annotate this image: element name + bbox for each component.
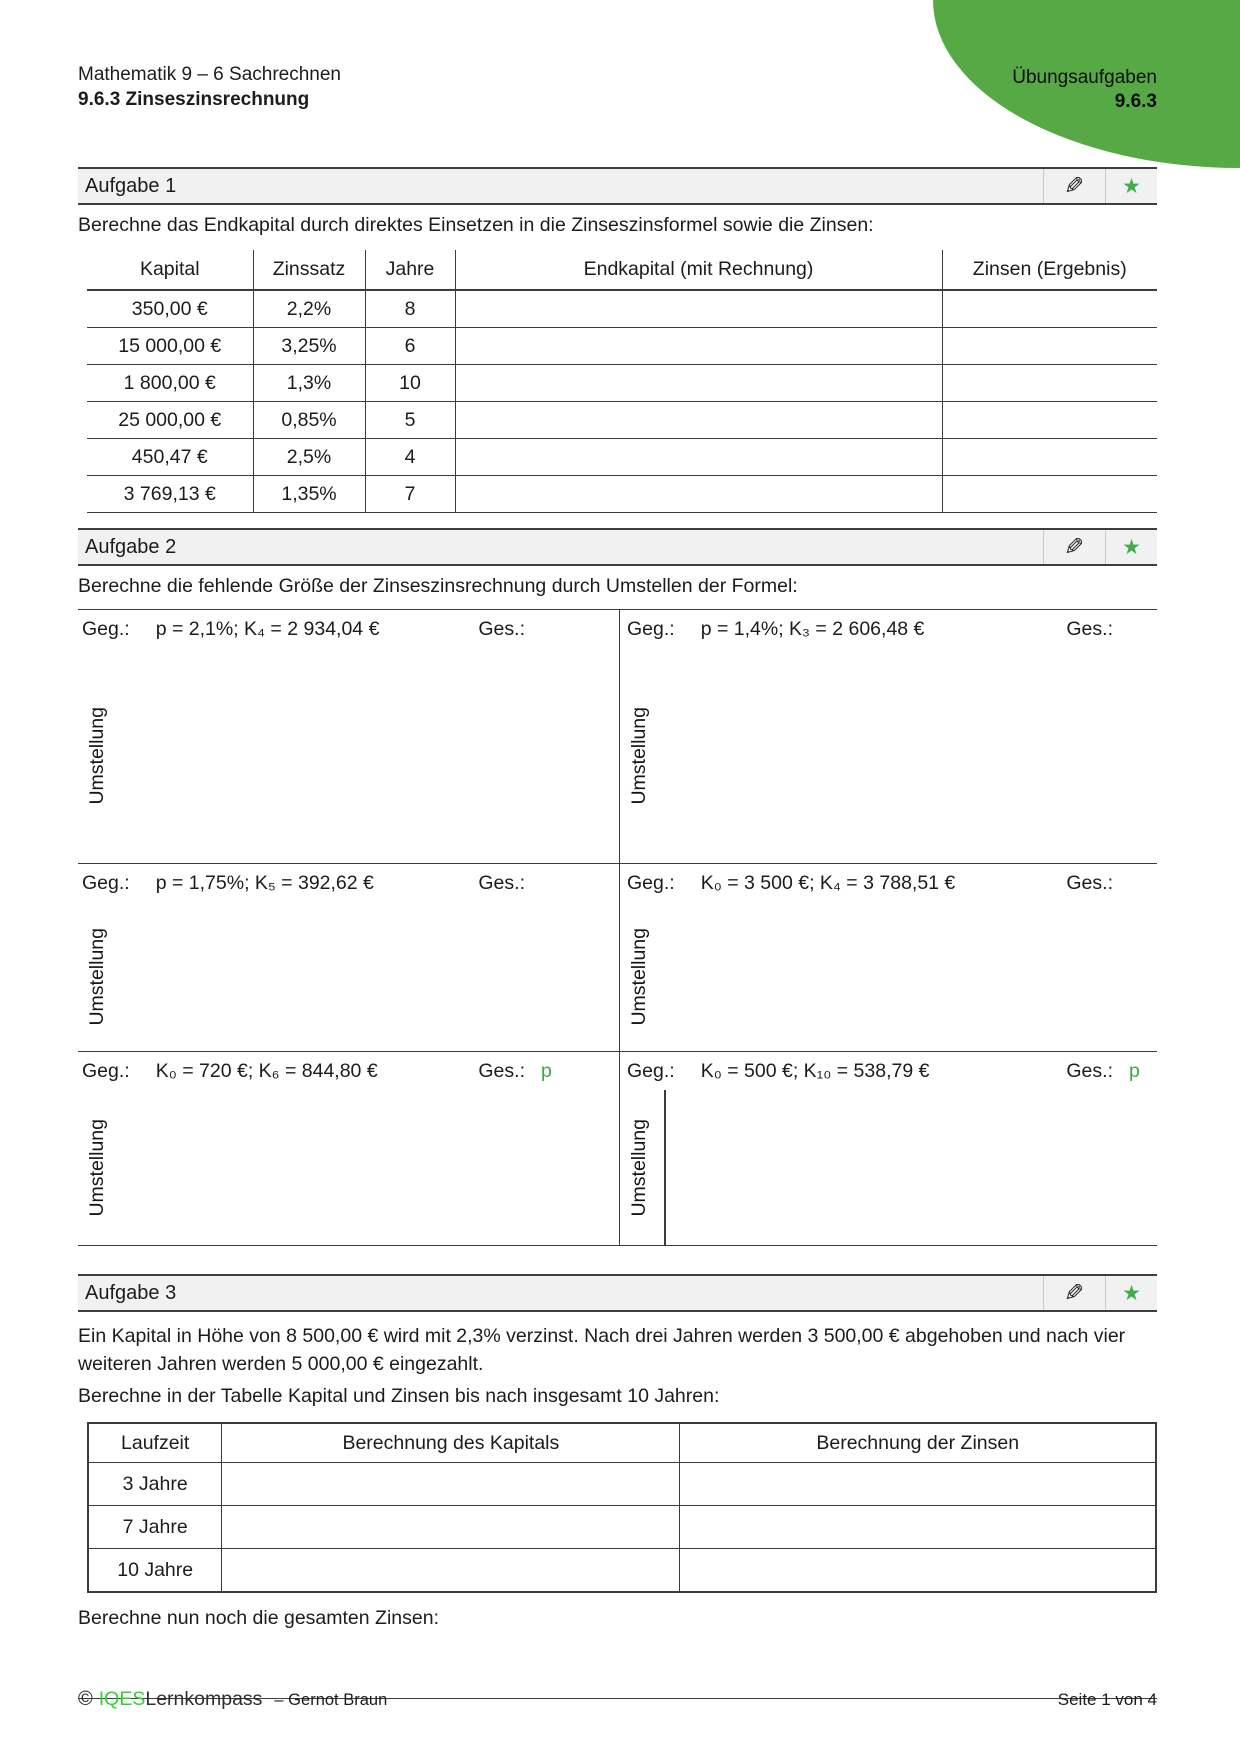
laufzeit-value: 10 Jahre xyxy=(88,1549,222,1593)
geg-label: Geg.: xyxy=(627,618,675,640)
iqes-logo-text: IQES xyxy=(98,1688,146,1710)
answer-kapital-cell xyxy=(222,1549,680,1593)
geg-label: Geg.: xyxy=(627,872,675,894)
task1-section xyxy=(78,167,1157,513)
topic-title: 9.6.3 Zinseszinsrechnung xyxy=(78,89,310,110)
task3-header-bar xyxy=(78,1274,1157,1312)
answer-endkapital-cell xyxy=(455,290,942,328)
given-values: K₀ = 720 €; K₆ = 844,80 € xyxy=(155,1060,378,1082)
table-row xyxy=(88,1549,1156,1593)
given-values: p = 1,75%; K₅ = 392,62 € xyxy=(155,872,374,894)
task1-header-bar xyxy=(78,167,1157,205)
task2-star-cell xyxy=(1105,530,1157,564)
answer-zinsen-cell xyxy=(942,402,1157,439)
kapital-value: 25 000,00 € xyxy=(87,402,253,439)
answer-endkapital-cell xyxy=(455,476,942,513)
task3-intro-text: Ein Kapital in Höhe von 8 500,00 € wird mit 2,3% verzinst. Nach drei Jahren werden 3 500,00 € abgehoben und nach vier weiteren Jahren werden 5 000,00 € eingezahlt. xyxy=(78,1325,1126,1375)
author-name: – Gernot Braun xyxy=(274,1691,388,1709)
kapital-value: 450,47 € xyxy=(87,439,253,476)
task2-cell-3 xyxy=(78,864,619,1052)
work-area xyxy=(78,1090,619,1245)
answer-zinsen-cell xyxy=(680,1549,1156,1593)
given-line xyxy=(620,610,1157,648)
page-footer xyxy=(78,1688,1157,1711)
laufzeit-value: 3 Jahre xyxy=(88,1463,222,1506)
umstellung-label: Umstellung xyxy=(86,927,108,1026)
star-icon: ★ xyxy=(1122,174,1141,198)
kapital-value: 1 800,00 € xyxy=(87,365,253,402)
task3-table xyxy=(87,1422,1157,1593)
zinssatz-value: 1,3% xyxy=(253,365,365,402)
task2-cell-4 xyxy=(619,864,1157,1052)
jahre-value: 10 xyxy=(365,365,455,402)
task1-table xyxy=(87,250,1157,513)
cell-divider-line xyxy=(664,1090,666,1245)
task2-cell-2 xyxy=(619,610,1157,864)
umstellung-label: Umstellung xyxy=(628,1118,650,1217)
answer-kapital-cell xyxy=(222,1506,680,1549)
geg-label: Geg.: xyxy=(82,872,130,894)
course-title: Mathematik 9 – 6 Sachrechnen xyxy=(78,64,341,85)
jahre-value: 7 xyxy=(365,476,455,513)
given-values: p = 1,4%; K₃ = 2 606,48 € xyxy=(700,618,925,640)
pencil-icon: ✎ xyxy=(1064,172,1085,200)
given-values: K₀ = 3 500 €; K₄ = 3 788,51 € xyxy=(700,872,956,894)
table-row xyxy=(87,365,1157,402)
star-icon: ★ xyxy=(1122,535,1141,559)
umstellung-label: Umstellung xyxy=(628,706,650,805)
task2-cell-1 xyxy=(78,610,619,864)
corner-section-number: 9.6.3 xyxy=(1114,91,1157,112)
table-row xyxy=(87,476,1157,513)
content-column xyxy=(78,0,1157,1699)
ges-label: Ges.: xyxy=(1066,872,1113,894)
ges-label: Ges.: xyxy=(478,872,525,894)
sought-value xyxy=(1129,872,1141,895)
sought-value xyxy=(541,872,553,895)
jahre-value: 8 xyxy=(365,290,455,328)
task2-cell-6 xyxy=(619,1052,1157,1246)
answer-kapital-cell xyxy=(222,1463,680,1506)
task1-pencil-cell xyxy=(1043,169,1105,203)
ges-label: Ges.: xyxy=(478,618,525,640)
answer-zinsen-cell xyxy=(942,439,1157,476)
table-row xyxy=(87,328,1157,365)
umstellung-label: Umstellung xyxy=(628,927,650,1026)
answer-endkapital-cell xyxy=(455,402,942,439)
task3-section xyxy=(78,1274,1157,1699)
kapital-value: 15 000,00 € xyxy=(87,328,253,365)
column-header-kapital-berechnung: Berechnung des Kapitals xyxy=(222,1423,680,1463)
table-row xyxy=(87,439,1157,476)
kapital-value: 3 769,13 € xyxy=(87,476,253,513)
jahre-value: 6 xyxy=(365,328,455,365)
sought-value xyxy=(541,618,553,641)
work-area xyxy=(620,1090,1157,1245)
task2-pencil-cell xyxy=(1043,530,1105,564)
table-row xyxy=(88,1506,1156,1549)
sought-value: p xyxy=(541,1060,552,1082)
task2-section xyxy=(78,528,1157,1246)
pencil-icon: ✎ xyxy=(1064,533,1085,561)
table-row xyxy=(87,290,1157,328)
jahre-value: 4 xyxy=(365,439,455,476)
given-line xyxy=(620,864,1157,902)
given-line xyxy=(620,1052,1157,1090)
zinssatz-value: 2,5% xyxy=(253,439,365,476)
task2-cell-5 xyxy=(78,1052,619,1246)
laufzeit-value: 7 Jahre xyxy=(88,1506,222,1549)
task3-closing-text: Berechne nun noch die gesamten Zinsen: xyxy=(78,1607,439,1629)
task2-instruction: Berechne die fehlende Größe der Zinseszinsrechnung durch Umstellen der Formel: xyxy=(78,575,798,597)
task3-header-row xyxy=(88,1423,1156,1463)
answer-zinsen-cell xyxy=(942,290,1157,328)
lernkompass-logo-text: Lernkompass xyxy=(145,1688,263,1710)
answer-endkapital-cell xyxy=(455,328,942,365)
task3-pencil-cell xyxy=(1043,1276,1105,1310)
answer-endkapital-cell xyxy=(455,365,942,402)
column-header-kapital: Kapital xyxy=(87,250,253,290)
zinssatz-value: 2,2% xyxy=(253,290,365,328)
jahre-value: 5 xyxy=(365,402,455,439)
zinssatz-value: 1,35% xyxy=(253,476,365,513)
task1-star-cell xyxy=(1105,169,1157,203)
corner-label: Übungsaufgaben xyxy=(1012,67,1157,88)
ges-label: Ges.: xyxy=(478,1060,525,1082)
kapital-value: 350,00 € xyxy=(87,290,253,328)
given-values: p = 2,1%; K₄ = 2 934,04 € xyxy=(155,618,380,640)
work-area xyxy=(78,902,619,1051)
column-header-zinssatz: Zinssatz xyxy=(253,250,365,290)
umstellung-label: Umstellung xyxy=(86,706,108,805)
pencil-icon: ✎ xyxy=(1064,1279,1085,1307)
column-header-endkapital: Endkapital (mit Rechnung) xyxy=(455,250,942,290)
zinssatz-value: 3,25% xyxy=(253,328,365,365)
task2-title: Aufgabe 2 xyxy=(85,535,177,558)
task1-title: Aufgabe 1 xyxy=(85,174,177,197)
geg-label: Geg.: xyxy=(82,1060,130,1082)
copyright-icon: © xyxy=(78,1688,93,1710)
work-area xyxy=(78,648,619,863)
given-values: K₀ = 500 €; K₁₀ = 538,79 € xyxy=(700,1060,930,1082)
answer-zinsen-cell xyxy=(942,365,1157,402)
column-header-zinsen-berechnung: Berechnung der Zinsen xyxy=(680,1423,1156,1463)
column-header-zinsen: Zinsen (Ergebnis) xyxy=(942,250,1157,290)
task1-instruction: Berechne das Endkapital durch direktes Einsetzen in die Zinseszinsformel sowie die Zinsen: xyxy=(78,214,874,236)
geg-label: Geg.: xyxy=(82,618,130,640)
table-row xyxy=(88,1463,1156,1506)
umstellung-label: Umstellung xyxy=(86,1118,108,1217)
sought-value: p xyxy=(1129,1060,1140,1082)
sought-value xyxy=(1129,618,1141,641)
column-header-jahre: Jahre xyxy=(365,250,455,290)
answer-endkapital-cell xyxy=(455,439,942,476)
table-row xyxy=(87,402,1157,439)
page-number: Seite 1 von 4 xyxy=(1057,1690,1157,1709)
task2-header-bar xyxy=(78,528,1157,566)
column-header-laufzeit: Laufzeit xyxy=(88,1423,222,1463)
ges-label: Ges.: xyxy=(1066,1060,1113,1082)
task2-grid xyxy=(78,609,1157,1246)
ges-label: Ges.: xyxy=(1066,618,1113,640)
task3-instruction: Berechne in der Tabelle Kapital und Zinsen bis nach insgesamt 10 Jahren: xyxy=(78,1385,720,1407)
work-area xyxy=(620,648,1157,863)
given-line xyxy=(78,610,619,648)
given-line xyxy=(78,864,619,902)
geg-label: Geg.: xyxy=(627,1060,675,1082)
zinssatz-value: 0,85% xyxy=(253,402,365,439)
answer-zinsen-cell xyxy=(942,476,1157,513)
task3-star-cell xyxy=(1105,1276,1157,1310)
answer-zinsen-cell xyxy=(680,1463,1156,1506)
answer-zinsen-cell xyxy=(942,328,1157,365)
task1-header-row xyxy=(87,250,1157,290)
answer-zinsen-cell xyxy=(680,1506,1156,1549)
task3-title: Aufgabe 3 xyxy=(85,1281,177,1304)
star-icon: ★ xyxy=(1122,1281,1141,1305)
work-area xyxy=(620,902,1157,1051)
given-line xyxy=(78,1052,619,1090)
